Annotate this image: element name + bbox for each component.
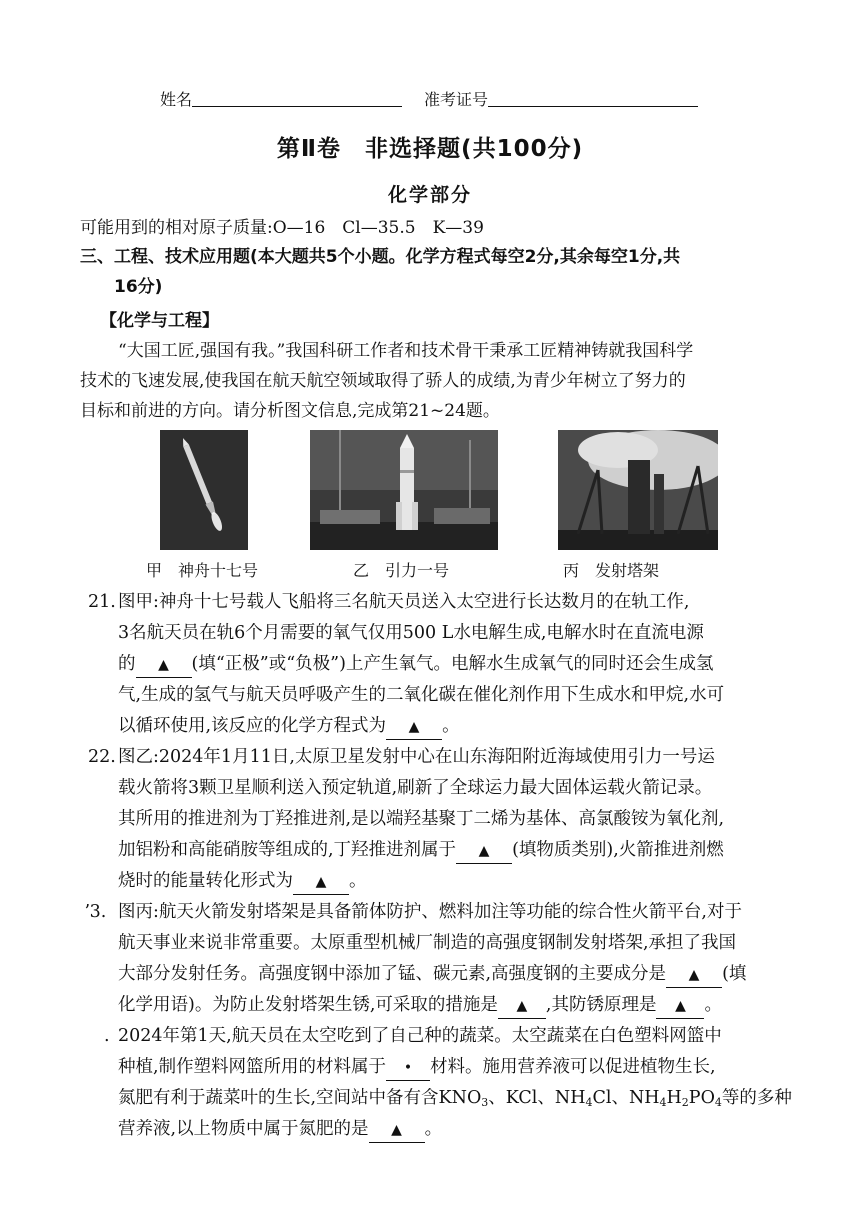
text-part: 种植,制作塑料网篮所用的材料属于 xyxy=(118,1057,387,1077)
answer-blank[interactable]: ▲ xyxy=(386,715,442,740)
question-number: ʼ3. xyxy=(84,902,107,922)
question-text: 图甲:神舟十七号载人飞船将三名航天员送入太空进行长达数月的在轨工作, xyxy=(118,592,690,612)
topic-heading: 【化学与工程】 xyxy=(100,311,219,331)
text-part: 、KCl、NH xyxy=(488,1088,586,1108)
text-part: 加铝粉和高能硝胺等组成的,丁羟推进剂属于 xyxy=(118,840,457,860)
caption-jia: 甲 神舟十七号 xyxy=(146,561,259,580)
part-heading-line2: 16分) xyxy=(114,277,163,297)
question-text xyxy=(118,959,746,990)
question-text: 航天事业来说非常重要。太原重型机械厂制造的高强度钢制发射塔架,承担了我国 xyxy=(118,933,737,953)
text-part: ,其防锈原理是 xyxy=(545,995,657,1015)
text-part: 。 xyxy=(704,995,722,1015)
answer-blank[interactable] xyxy=(386,1055,430,1081)
question-text xyxy=(118,1114,442,1145)
subject-title: 化学部分 xyxy=(387,184,472,206)
question-text xyxy=(118,1083,792,1114)
question-text: 图乙:2024年1月11日,太原卫星发射中心在山东海阳附近海域使用引力一号运 xyxy=(118,747,715,767)
question-number: . xyxy=(104,1026,110,1046)
text-part: 烧时的能量转化形式为 xyxy=(118,871,293,891)
subscript: 4 xyxy=(714,1096,722,1109)
section-title: 第Ⅱ卷 非选择题(共100分) xyxy=(276,136,584,162)
text-part: 。 xyxy=(442,716,460,736)
question-text xyxy=(118,649,713,680)
question-text: 2024年第1天,航天员在太空吃到了自己种的蔬菜。太空蔬菜在白色塑料网篮中 xyxy=(118,1026,722,1046)
subscript: 4 xyxy=(659,1096,667,1109)
answer-blank[interactable]: ▲ xyxy=(666,963,722,988)
answer-blank[interactable]: ▲ xyxy=(498,994,546,1019)
question-text: 3名航天员在轨6个月需要的氧气仅用500 L水电解生成,电解水时在直流电源 xyxy=(118,623,704,643)
question-text: 气,生成的氢气与航天员呼吸产生的二氧化碳在催化剂作用下生成水和甲烷,水可 xyxy=(118,685,725,705)
caption-bing: 丙 发射塔架 xyxy=(563,561,660,580)
caption-yi: 乙 引力一号 xyxy=(353,561,450,580)
intro-line-3: 目标和前进的方向。请分析图文信息,完成第21~24题。 xyxy=(80,401,500,421)
answer-blank[interactable]: ▲ xyxy=(136,653,192,678)
atomic-masses: 可能用到的相对原子质量:O—16 Cl—35.5 K—39 xyxy=(80,218,484,238)
text-part: 。 xyxy=(424,1119,443,1139)
question-number: 22. xyxy=(88,747,116,767)
part-heading-line1: 三、工程、技术应用题(本大题共5个小题。化学方程式每空2分,其余每空1分,共 xyxy=(80,247,681,267)
candidate-info-line xyxy=(160,88,760,112)
question-text: 载火箭将3颗卫星顺利送入预定轨道,刷新了全球运力最大固体运载火箭记录。 xyxy=(118,778,713,798)
question-text xyxy=(118,835,724,866)
question-text xyxy=(118,711,460,742)
exam-id-blank[interactable] xyxy=(488,88,698,107)
question-text xyxy=(118,990,722,1021)
subscript: 4 xyxy=(585,1096,593,1109)
name-label: 姓名 xyxy=(160,90,193,109)
text-part: 材料。施用营养液可以促进植物生长, xyxy=(430,1057,716,1077)
answer-blank[interactable]: ▲ xyxy=(456,839,512,864)
question-text: 其所用的推进剂为丁羟推进剂,是以端羟基聚丁二烯为基体、高氯酸铵为氧化剂, xyxy=(118,809,725,829)
intro-line-1: “大国工匠,强国有我。”我国科研工作者和技术骨干秉承工匠精神铸就我国科学 xyxy=(118,341,694,361)
text-part: (填物质类别),火箭推进剂燃 xyxy=(512,840,724,860)
text-part: (填“正极”或“负极”)上产生氧气。电解水生成氧气的同时还会生成氢 xyxy=(191,654,714,674)
text-part: 氮肥有利于蔬菜叶的生长,空间站中备有含KNO xyxy=(118,1088,482,1108)
text-part: 。 xyxy=(349,871,367,891)
text-part: 大部分发射任务。高强度钢中添加了锰、碳元素,高强度钢的主要成分是 xyxy=(118,964,667,984)
photo-shenzhou-17 xyxy=(160,430,248,550)
text-part: 营养液,以上物质中属于氮肥的是 xyxy=(118,1119,369,1139)
text-part: 化学用语)。为防止发射塔架生锈,可采取的措施是 xyxy=(118,995,498,1015)
subscript: 3 xyxy=(481,1096,489,1109)
exam-id-label: 准考证号 xyxy=(424,90,489,109)
question-text xyxy=(118,866,367,897)
question-text: 图丙:航天火箭发射塔架是具备箭体防护、燃料加注等功能的综合性火箭平台,对于 xyxy=(118,902,742,922)
text-part: PO xyxy=(688,1088,715,1108)
photo-yinli-1 xyxy=(310,430,498,550)
text-part: (填 xyxy=(722,964,747,984)
text-part: 等的多种 xyxy=(721,1088,792,1108)
photo-launch-tower xyxy=(558,430,718,550)
text-part: 以循环使用,该反应的化学方程式为 xyxy=(118,716,387,736)
question-number: 21. xyxy=(88,592,116,612)
answer-blank[interactable]: ▲ xyxy=(369,1118,425,1143)
answer-blank[interactable]: ▲ xyxy=(293,870,349,895)
text-part: Cl、NH xyxy=(592,1088,660,1108)
text-part: H xyxy=(666,1088,682,1108)
question-text xyxy=(118,1052,716,1083)
subscript: 2 xyxy=(681,1096,689,1109)
answer-blank[interactable]: ▲ xyxy=(656,994,704,1019)
text-part: 的 xyxy=(118,654,136,674)
intro-line-2: 技术的飞速发展,使我国在航天航空领域取得了骄人的成绩,为青少年树立了努力的 xyxy=(80,371,686,391)
name-blank[interactable] xyxy=(192,88,402,107)
